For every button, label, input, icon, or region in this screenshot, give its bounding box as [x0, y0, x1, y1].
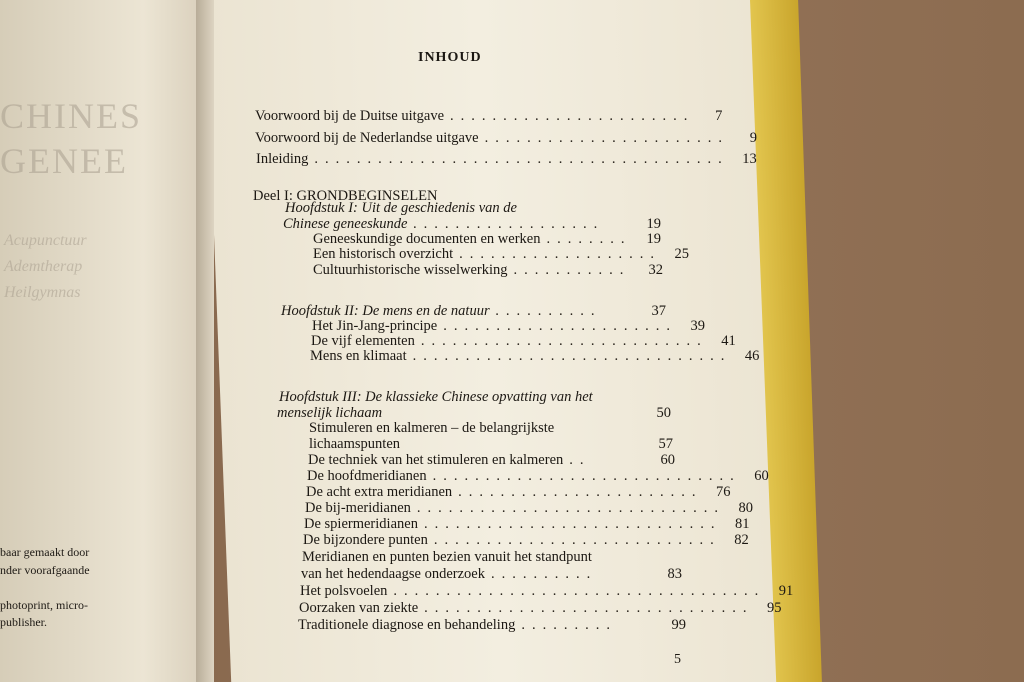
leader-dots: ........ [546, 231, 632, 247]
toc-entry [313, 262, 663, 279]
part-heading: Deel I: GRONDBEGINSELEN [253, 188, 438, 204]
toc-entry-page: 19 [646, 216, 661, 232]
toc-entry-label: De hoofdmeridianen [307, 468, 427, 484]
toc-entry-label: Oorzaken van ziekte [299, 600, 419, 616]
left-page [0, 0, 205, 682]
leader-dots: ....................... [484, 130, 729, 146]
toc-entry-label: Voorwoord bij de Duitse uitgave [255, 108, 445, 124]
leader-dots: ............................... [424, 600, 754, 616]
toc-entry [301, 566, 682, 583]
toc-entry-page: 39 [690, 318, 705, 334]
toc-entry-page: 91 [778, 583, 794, 599]
show-through-text: GENEE [0, 141, 128, 181]
toc-entry-page: 95 [767, 600, 782, 616]
copyright-line: photoprint, micro- [0, 598, 88, 612]
toc-entry-page: 32 [648, 262, 663, 278]
show-through-text: CHINES [0, 96, 143, 136]
toc-entry-page: 60 [660, 452, 675, 468]
toc-entry-label: De bijzondere punten [303, 532, 428, 548]
leader-dots: ........................... [420, 333, 708, 349]
chapter-title: Chinese geneeskunde [283, 216, 408, 232]
toc-entry [298, 617, 686, 634]
copyright-line: nder voorafgaande [0, 563, 90, 577]
leader-dots: .. [569, 452, 591, 468]
leader-dots: ............................ [423, 516, 722, 532]
toc-entry-label: lichaamspunten [309, 436, 401, 452]
toc-entry-page: 19 [646, 231, 661, 247]
toc-entry-label: Het polsvoelen [300, 583, 388, 599]
toc-entry [310, 348, 760, 365]
toc-entry-page: 41 [721, 333, 736, 349]
page-number: 5 [674, 652, 681, 667]
toc-entry [255, 130, 757, 147]
toc-entry-label: Cultuurhistorische wisselwerking [313, 262, 508, 278]
toc-entry-page: 60 [754, 468, 769, 484]
toc-entry-label: De vijf elementen [311, 333, 415, 349]
toc-entry [308, 452, 675, 469]
leader-dots: ................................... [393, 583, 766, 599]
toc-entry [299, 600, 782, 617]
copyright-line: publisher. [0, 615, 47, 629]
leader-dots: .............................. [412, 348, 732, 364]
leader-dots: ........... [513, 262, 631, 278]
chapter-title: Hoofdstuk III: De klassieke Chinese opvatting van het [279, 389, 593, 405]
leader-dots: ....................... [458, 484, 703, 500]
leader-dots: ................... [459, 246, 661, 262]
toc-entry [306, 484, 731, 501]
toc-entry [300, 583, 794, 600]
toc-entry [313, 246, 689, 263]
show-through-text: Ademtherap [4, 258, 83, 275]
toc-entry-label: Meridianen en punten bezien vanuit het standpunt [302, 549, 592, 565]
toc-entry-label: De acht extra meridianen [306, 484, 453, 500]
leader-dots: ....................... [450, 108, 695, 124]
toc-entry-label: Stimuleren en kalmeren – de belangrijkste [309, 420, 555, 436]
toc-entry-page: 25 [674, 246, 689, 262]
toc-entry-label: Het Jin-Jang-principe [312, 318, 438, 334]
toc-entry [309, 436, 673, 453]
leader-dots: ...................... [443, 318, 677, 334]
copyright-line: baar gemaakt door [0, 545, 90, 559]
toc-entry-label: Traditionele diagnose en behandeling [298, 617, 516, 633]
toc-entry-page: 99 [671, 617, 686, 633]
toc-entry-label: De bij-meridianen [305, 500, 411, 516]
toc-entry-page: 82 [734, 532, 749, 548]
toc-entry-label: Geneeskundige documenten en werken [313, 231, 541, 247]
leader-dots: .......... [490, 566, 598, 582]
toc-entry-page: 81 [734, 516, 750, 532]
toc-entry-page: 9 [749, 130, 757, 146]
table-of-contents [205, 0, 794, 682]
toc-entry [307, 468, 769, 485]
show-through-text: Heilgymnas [4, 284, 81, 301]
leader-dots: ........................... [433, 532, 721, 548]
toc-entry-label: Voorwoord bij de Nederlandse uitgave [255, 130, 479, 146]
toc-entry-page: 13 [742, 151, 757, 167]
chapter-title: Hoofdstuk I: Uit de geschiedenis van de [285, 200, 517, 216]
toc-entry-page: 76 [716, 484, 731, 500]
show-through-text: Acupunctuur [4, 232, 87, 249]
toc-entry [255, 108, 723, 125]
toc-heading: INHOUD [418, 50, 482, 65]
toc-entry-label: Mens en klimaat [310, 348, 407, 364]
toc-entry [305, 500, 754, 517]
toc-entry-label: van het hedendaagse onderzoek [301, 566, 485, 582]
toc-entry-page: 83 [667, 566, 682, 582]
toc-entry-label: Inleiding [256, 151, 309, 167]
leader-dots: ....................................... [314, 151, 729, 167]
chapter-title: Hoofdstuk II: De mens en de natuur [281, 303, 490, 319]
toc-entry-label: De spiermeridianen [304, 516, 418, 532]
toc-entry-page: 37 [651, 303, 666, 319]
toc-entry [303, 532, 749, 549]
toc-entry-label: Een historisch overzicht [313, 246, 454, 262]
toc-entry [256, 151, 757, 168]
leader-dots: ............................. [432, 468, 741, 484]
toc-entry-page: 46 [744, 348, 760, 364]
toc-entry [304, 516, 750, 533]
toc-entry-label: De techniek van het stimuleren en kalmeren [308, 452, 564, 468]
leader-dots: ......... [521, 617, 617, 633]
leader-dots: ............................. [416, 500, 726, 516]
toc-entry-page: 57 [658, 436, 673, 452]
chapter-title: menselijk lichaam [277, 405, 383, 421]
toc-entry-page: 80 [738, 500, 754, 516]
leader-dots: .................. [413, 216, 605, 232]
toc-entry-page: 7 [715, 108, 723, 124]
toc-entry-page: 50 [656, 405, 671, 421]
leader-dots: .......... [495, 303, 602, 319]
